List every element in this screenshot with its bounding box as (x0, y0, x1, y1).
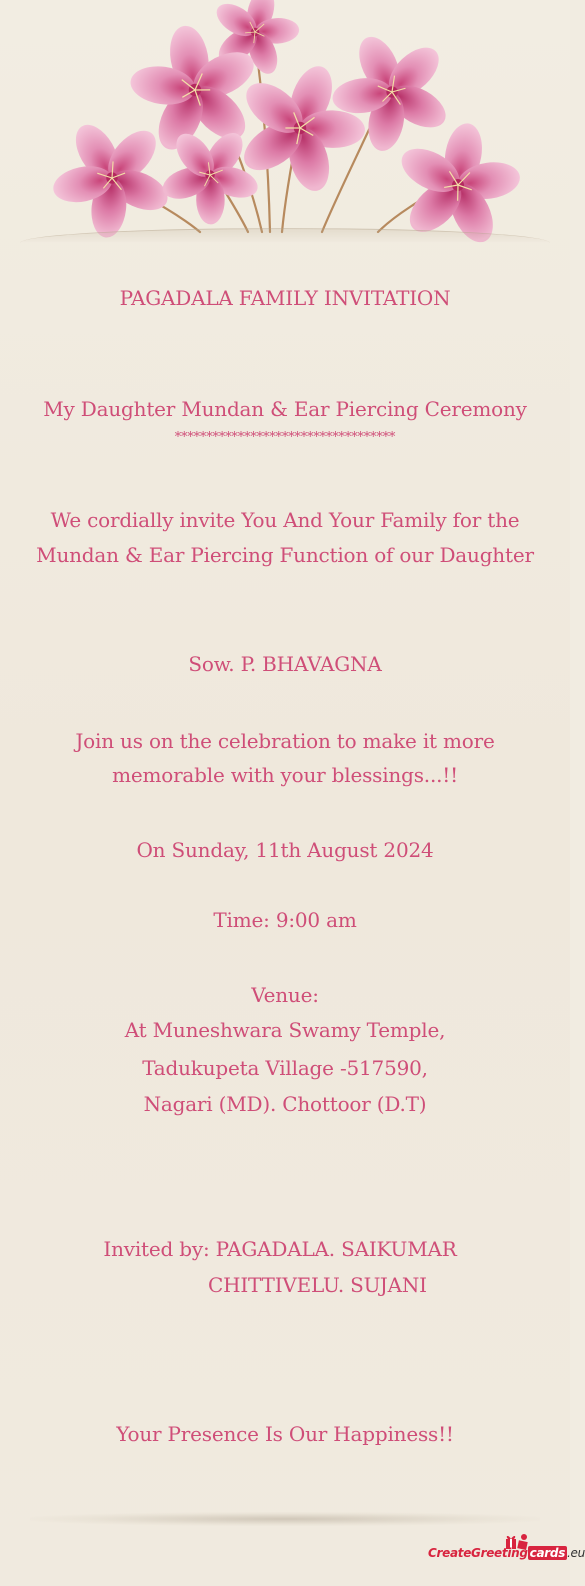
brand-name-part-1: CreateGreeting (428, 1546, 528, 1560)
event-date: On Sunday, 11th August 2024 (136, 838, 434, 862)
venue-line-3: Nagari (MD). Chottoor (D.T) (143, 1092, 427, 1116)
page-title: PAGADALA FAMILY INVITATION (119, 286, 451, 310)
bottom-shelf-divider (30, 1512, 540, 1526)
brand-name-part-2: cards (529, 1546, 566, 1560)
invite-line-2: Mundan & Ear Piercing Function of our Daughter (36, 543, 534, 567)
message-line-1: Join us on the celebration to make it more (75, 729, 495, 753)
hosts-line-2: CHITTIVELU. SUJANI (208, 1273, 427, 1297)
brand-logo-link[interactable] (428, 1536, 585, 1566)
ceremony-divider: *********************************** (174, 430, 396, 445)
venue-line-2: Tadukupeta Village -517590, (142, 1056, 428, 1080)
closing-message: Your Presence Is Our Happiness!! (116, 1422, 454, 1446)
venue-line-1: At Muneshwara Swamy Temple, (124, 1018, 446, 1042)
brand-logo-text (428, 1546, 585, 1560)
invite-line-1: We cordially invite You And Your Family for the (50, 508, 520, 532)
event-time: Time: 9:00 am (213, 908, 357, 932)
honoree-name: Sow. P. BHAVAGNA (188, 652, 382, 676)
venue-label: Venue: (251, 983, 319, 1007)
message-line-2: memorable with your blessings...!! (112, 763, 458, 787)
hosts-line-1: Invited by: PAGADALA. SAIKUMAR (103, 1237, 457, 1261)
ceremony-title: My Daughter Mundan & Ear Piercing Ceremony (43, 397, 527, 421)
brand-name-part-3: .eu (567, 1546, 585, 1560)
